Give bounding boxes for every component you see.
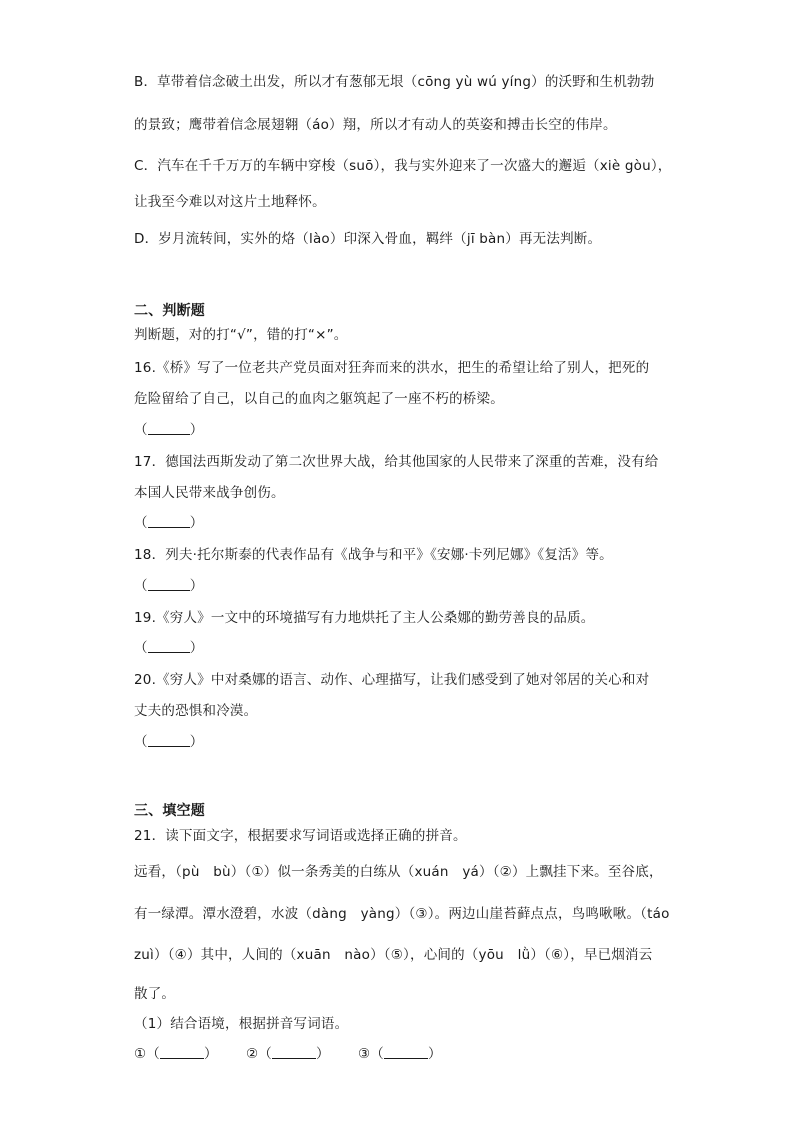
question-17-line-2: 本国人民带来战争创伤。 (134, 485, 285, 501)
answer-line (148, 639, 190, 653)
section-heading-fill: 三、填空题 (134, 803, 205, 819)
answer-blank-19[interactable]: （ ） (134, 640, 204, 656)
answer-line (384, 1045, 428, 1059)
fill-blank-3[interactable]: ③（ ） (358, 1046, 442, 1062)
answer-line (148, 577, 190, 591)
option-c-line-1: C．汽车在千千万万的车辆中穿梭（suō），我与实外迎来了一次盛大的邂逅（xiè gòu）， (134, 158, 672, 174)
question-20-line-1: 20.《穷人》中对桑娜的语言、动作、心理描写，让我们感受到了她对邻居的关心和对 (134, 672, 650, 688)
answer-blank-20[interactable]: （ ） (134, 734, 204, 750)
question-16-line-2: 危险留给了自己，以自己的血肉之躯筑起了一座不朽的桥梁。 (134, 391, 504, 407)
passage-line-4: 散了。 (134, 986, 176, 1002)
answer-blank-18[interactable]: （ ） (134, 578, 204, 594)
fill-blank-2[interactable]: ②（ ） (246, 1046, 330, 1062)
option-c-line-2: 让我至今难以对这片土地释怀。 (134, 194, 326, 210)
question-21: 21．读下面文字，根据要求写词语或选择正确的拼音。 (134, 828, 467, 844)
passage-line-2: 有一绿潭。潭水澄碧，水波（dàng yàng）（③）。两边山崖苔藓点点，鸟鸣啾啾。（táo (134, 906, 670, 922)
question-18: 18．列夫·托尔斯泰的代表作品有《战争与和平》《安娜·卡列尼娜》《复活》等。 (134, 547, 613, 563)
passage-line-1: 远看，（pù bù）（①）似一条秀美的白练从（xuán yá）（②）上飘挂下来。至谷底， (134, 864, 663, 880)
sub-question-1: （1）结合语境，根据拼音写词语。 (134, 1016, 349, 1032)
fill-blank-1[interactable]: ①（ ） (134, 1046, 218, 1062)
question-20-line-2: 丈夫的恐惧和冷漠。 (134, 703, 258, 719)
answer-blank-17[interactable]: （ ） (134, 515, 204, 531)
answer-line (148, 514, 190, 528)
option-b-line-2: 的景致；鹰带着信念展翅翱（áo）翔，所以才有动人的英姿和搏击长空的伟岸。 (134, 117, 617, 133)
answer-line (272, 1045, 316, 1059)
option-b-line-1: B．草带着信念破土出发，所以才有葱郁无垠（cōng yù wú yíng）的沃野和生机勃勃 (134, 74, 655, 90)
option-d-line: D．岁月流转间，实外的烙（lào）印深入骨血，羁绊（jī bàn）再无法判断。 (134, 231, 602, 247)
question-17-line-1: 17．德国法西斯发动了第二次世界大战，给其他国家的人民带来了深重的苦难，没有给 (134, 454, 659, 470)
question-19: 19.《穷人》一文中的环境描写有力地烘托了主人公桑娜的勤劳善良的品质。 (134, 610, 595, 626)
judgment-instruction: 判断题，对的打“√”，错的打“×”。 (134, 327, 348, 343)
answer-blank-16[interactable]: （ ） (134, 422, 204, 438)
question-16-line-1: 16.《桥》写了一位老共产党员面对狂奔而来的洪水，把生的希望让给了别人，把死的 (134, 360, 650, 376)
answer-line (148, 421, 190, 435)
answer-line (148, 733, 190, 747)
section-heading-judgment: 二、判断题 (134, 303, 205, 319)
passage-line-3: zuì）（④）其中，人间的（xuān nào）（⑤），心间的（yōu lǜ）（⑥），早已烟消云 (134, 947, 653, 963)
answer-line (160, 1045, 204, 1059)
